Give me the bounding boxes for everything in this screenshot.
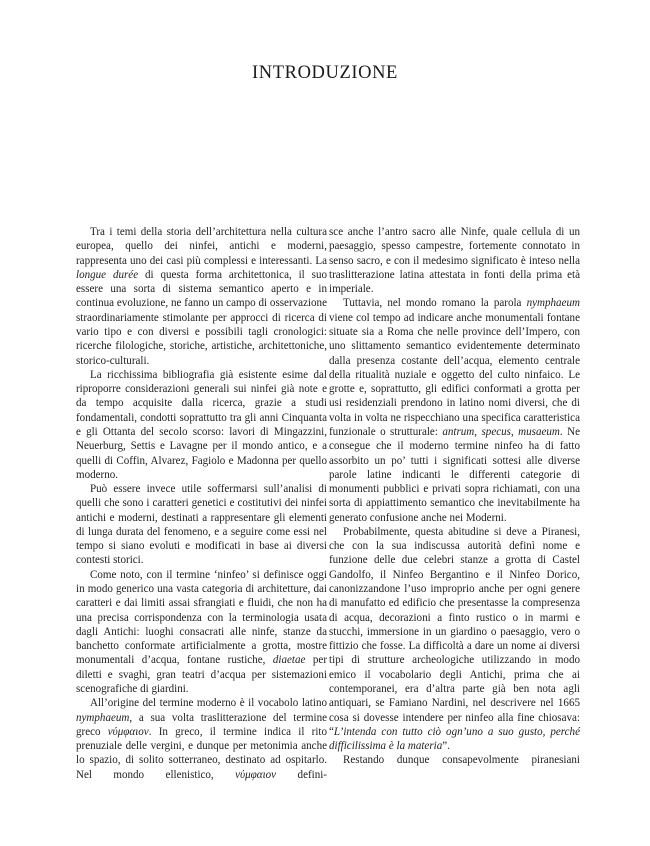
chapter-title: INTRODUZIONE [252, 63, 398, 83]
paragraph: sce anche l’antro sacro alle Ninfe, quale cellula di un paesaggio, spesso campestre, fortemente connotato in senso sacro, e con il medesimo significato è inteso nella traslitterazione latina attestata in fonti della prima età imperiale. [329, 226, 580, 296]
paragraph: Probabilmente, questa abitudine si deve a Piranesi, che con la sua indiscussa autorità definì nome e funzione delle due celebri stanze a grotta di Castel Gandolfo, il Ninfeo Bergantino e il Ninfeo Dorico, canonizzandone l’uso improprio anche per ogni genere di manufatto ed edificio che presentasse la compresenza di acqua, decorazioni a finto rustico o in marmi e stucchi, immersione in un giardino o paesaggio, vero o fittizio che fosse. La difficoltà a dare un nome ai diversi tipi di strutture archeologiche utilizzando in modo emico il vocabolario degli Antichi, prima che ai contemporanei, era d’altra parte già ben nota agli antiquari, se Famiano Nardini, nel descrivere nel 1665 cosa si dovesse intendere per ninfeo alla fine chiosava: “L’intenda con tutto ciò ogn’uno a suo gusto, perché difficilissima è la materia”. [329, 525, 580, 753]
left-column [76, 225, 327, 782]
paragraph: Tuttavia, nel mondo romano la parola nymphaeum viene col tempo ad indicare anche monumentali fontane situate sia a Roma che nelle province dell’Impero, con uno slittamento semantico evidentemente determinato dalla presenza costante dell’acqua, elemento centrale della ritualità nuziale e oggetto del culto ninfaico. Le grotte e, soprattutto, gli edifici conformati a grotta per usi residenziali prendono in latino nomi diversi, che di volta in volta ne rispecchiano una specifica caratteristica funzionale o strutturale: antrum, specus, musaeum. Ne consegue che il moderno termine ninfeo ha di fatto assorbito un po’ tutti i significati sottesi alle diverse parole latine indicanti le differenti categorie di monumenti pubblici e privati sopra richiamati, con una sorta di appiattimento semantico che inevitabilmente ha generato confusione anche nei Moderni. [329, 297, 580, 524]
paragraph: Può essere invece utile soffermarsi sull’analisi di quelli che sono i caratteri genetici e costitutivi dei ninfei antichi e moderni, destinati a rappresentare gli elementi di lunga durata del fenomeno, e a seguire come essi nel tempo si siano evoluti e modificati in base ai diversi contesti storici. [76, 483, 327, 567]
paragraph: La ricchissima bibliografia già esistente esime dal riproporre considerazioni generali sui ninfei già note e da tempo acquisite dalla ricerca, grazie a studi fondamentali, condotti soprattutto tra gli anni Cinquanta e gli Ottanta del secolo scorso: lavori di Mingazzini, Neuerburg, Settis e Lavagne per il mondo antico, e a quelli di Coffin, Alvarez, Fagiolo e Madonna per quello moderno. [76, 368, 327, 481]
paragraph: Restando dunque consapevolmente piranesiani [343, 754, 580, 767]
paragraph: Come noto, con il termine ‘ninfeo’ si definisce oggi in modo generico una vasta categoria di architetture, dai caratteri e dai limiti assai sfrangiati e fluidi, che non ha una precisa corrispondenza con la terminologia usata dagli Antichi: luoghi consacrati alle ninfe, stanze da banchetto conformate artificialmente a grotta, mostre monumentali d’acqua, fontane rustiche, diaetae per diletti e svaghi, gran teatri d’acqua per sistemazioni scenografiche di giardini. [76, 568, 327, 695]
paragraph: All’origine del termine moderno è il vocabolo latino nymphaeum, a sua volta traslitterazione del termine greco νύμφαιον. In greco, il termine indica il rito prenuziale delle vergini, e dunque per metonimia anche lo spazio, di solito sotterraneo, destinato ad ospitarlo. Nel mondo ellenistico, νύμφαιον defini- [76, 697, 327, 781]
right-column [329, 225, 580, 768]
paragraph: Tra i temi della storia dell’architettura nella cultura europea, quello dei ninfei, antichi e moderni, rappresenta uno dei casi più complessi e interessanti. La longue durée di questa forma architettonica, il suo essere una sorta di sistema semantico aperto e in continua evoluzione, ne fanno un campo di osservazione straordinariamente stimolante per approcci di ricerca di vario tipo e con diversi e possibili tagli cronologici: ricerche filologiche, storiche, artistiche, architettoniche, storico-culturali. [76, 226, 327, 367]
